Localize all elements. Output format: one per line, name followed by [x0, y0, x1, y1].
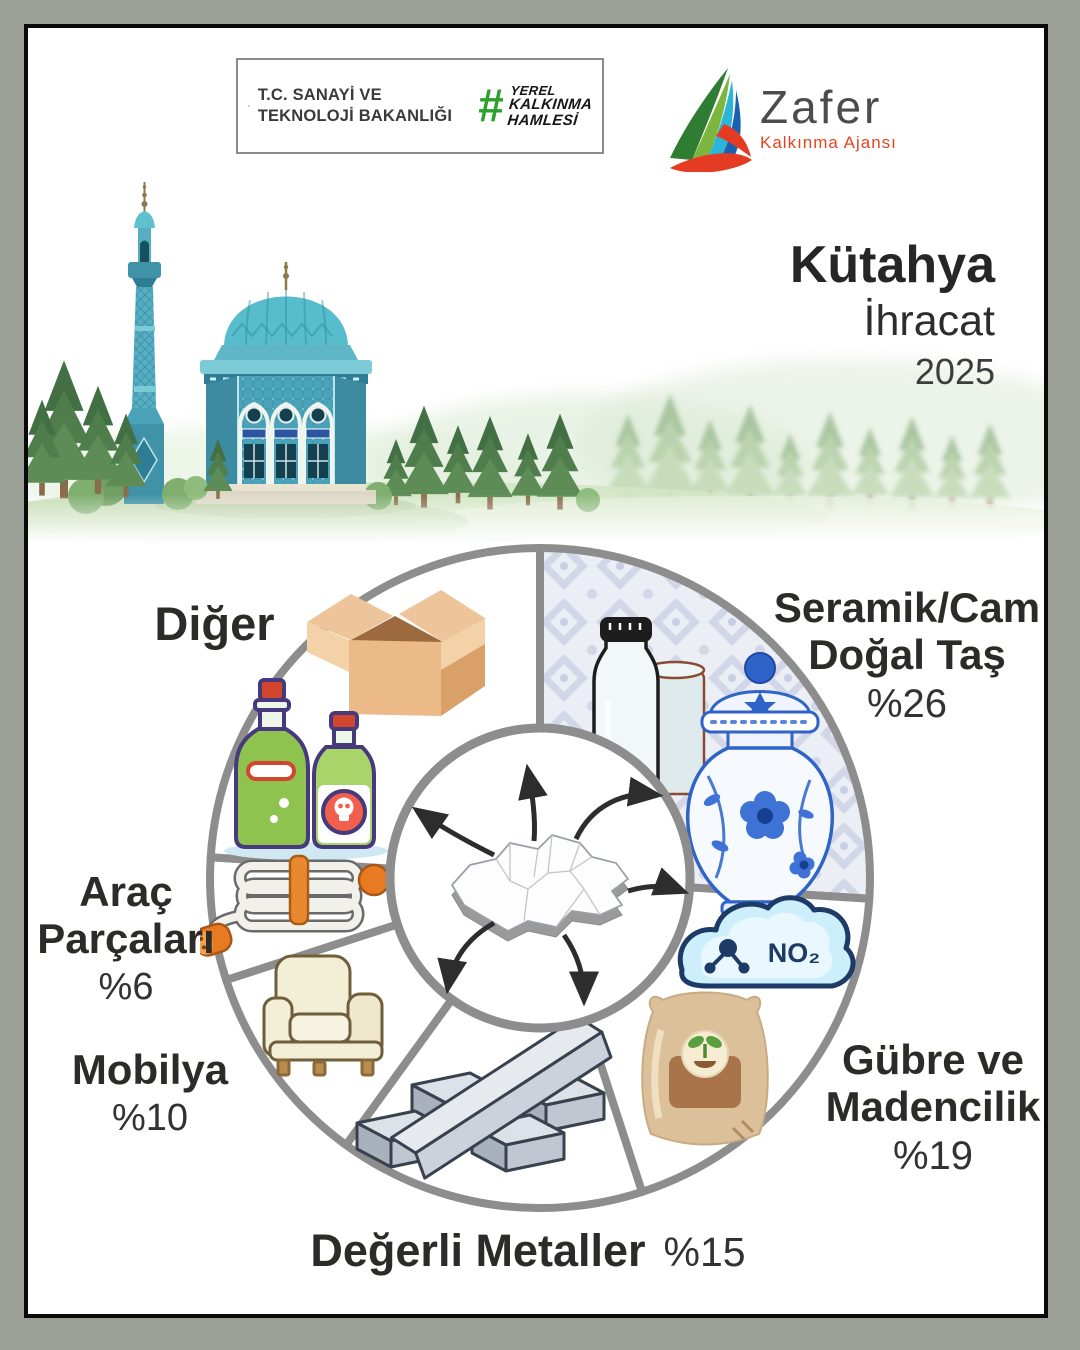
page-title: Kütahya: [789, 236, 995, 294]
title-block: [790, 238, 995, 392]
label-gubre-madencilik: Gübre ve Madencilik %19: [786, 1036, 1048, 1179]
poster-page: [24, 24, 1048, 1318]
value-seramik: %26: [866, 682, 948, 727]
zafer-name: Zafer: [760, 81, 883, 133]
value-gubre: %19: [892, 1134, 974, 1179]
label-diger: Diğer: [154, 597, 275, 650]
bottom-fade: [28, 494, 1048, 544]
value-mobilya: %10: [111, 1097, 189, 1140]
value-degerli: %15: [663, 1229, 746, 1275]
hashtag-icon: #: [478, 79, 504, 132]
label-mobilya: Mobilya %10: [40, 1046, 260, 1140]
page-subtitle: İhracat: [863, 296, 995, 345]
no2-label: NO₂: [767, 938, 821, 968]
ministry-name: T.C. SANAYİ VE TEKNOLOJİ BAKANLIĞI: [257, 86, 453, 125]
label-degerli-metaller: Değerli Metaller %15: [310, 1225, 746, 1276]
page-year: 2025: [914, 351, 995, 393]
fertilizer-sack-icon: [642, 993, 768, 1145]
tomb-arches: [240, 404, 332, 490]
yerel-kalkinma-hamlesi-logo: [478, 79, 594, 132]
hashtag-text: YEREL KALKINMA HAMLESİ: [506, 83, 594, 129]
label-arac-parcalari: Araç Parçaları %6: [28, 868, 224, 1009]
zafer-subtitle: Kalkınma Ajansı: [760, 133, 897, 152]
value-arac: %6: [98, 966, 154, 1009]
label-seramik-cam: Seramik/Cam Doğal Taş %26: [742, 584, 1048, 727]
